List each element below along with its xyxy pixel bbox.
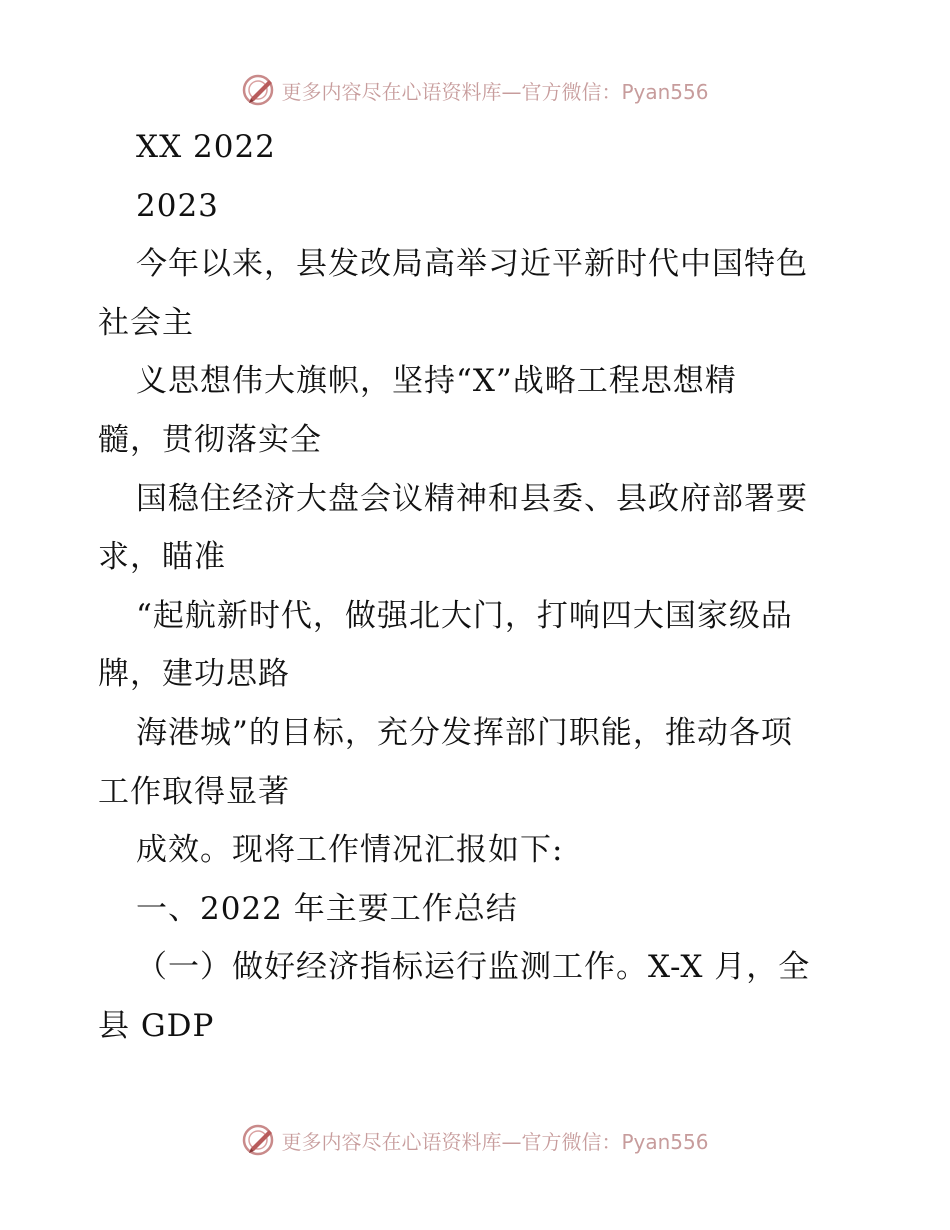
doc-line: 县 GDP [98,1007,215,1044]
pen-logo-icon [241,1122,277,1158]
watermark-text: 更多内容尽在心语资料库—官方微信：Pyan556 [281,79,709,104]
doc-line: 成效。现将工作情况汇报如下: [136,832,564,869]
doc-line: 髓，贯彻落实全 [98,421,322,458]
doc-line: 今年以来，县发改局高举习近平新时代中国特色 [136,246,808,283]
doc-line: XX 2022 [136,129,276,165]
doc-line: （一）做好经济指标运行监测工作。X-X 月，全 [136,949,811,986]
doc-line: 牌，建功思路 [98,656,290,693]
doc-line: 工作取得显著 [98,773,290,810]
doc-line: 求，瞄准 [98,539,226,576]
doc-line: 2023 [136,187,219,224]
document-body [98,118,858,1056]
doc-line: 义思想伟大旗帜，坚持“X”战略工程思想精 [136,363,737,400]
doc-line: 海港城”的目标，充分发挥部门职能，推动各项 [136,714,793,751]
watermark-text: 更多内容尽在心语资料库—官方微信：Pyan556 [281,1129,709,1154]
watermark-footer [0,1120,950,1160]
pen-logo-icon [241,72,277,108]
doc-line: 社会主 [98,304,194,341]
watermark-header [0,70,950,110]
section-heading: 一、2022 年主要工作总结 [136,890,518,927]
doc-line: “起航新时代，做强北大门，打响四大国家级品 [136,597,793,634]
doc-line: 国稳住经济大盘会议精神和县委、县政府部署要 [136,480,808,517]
